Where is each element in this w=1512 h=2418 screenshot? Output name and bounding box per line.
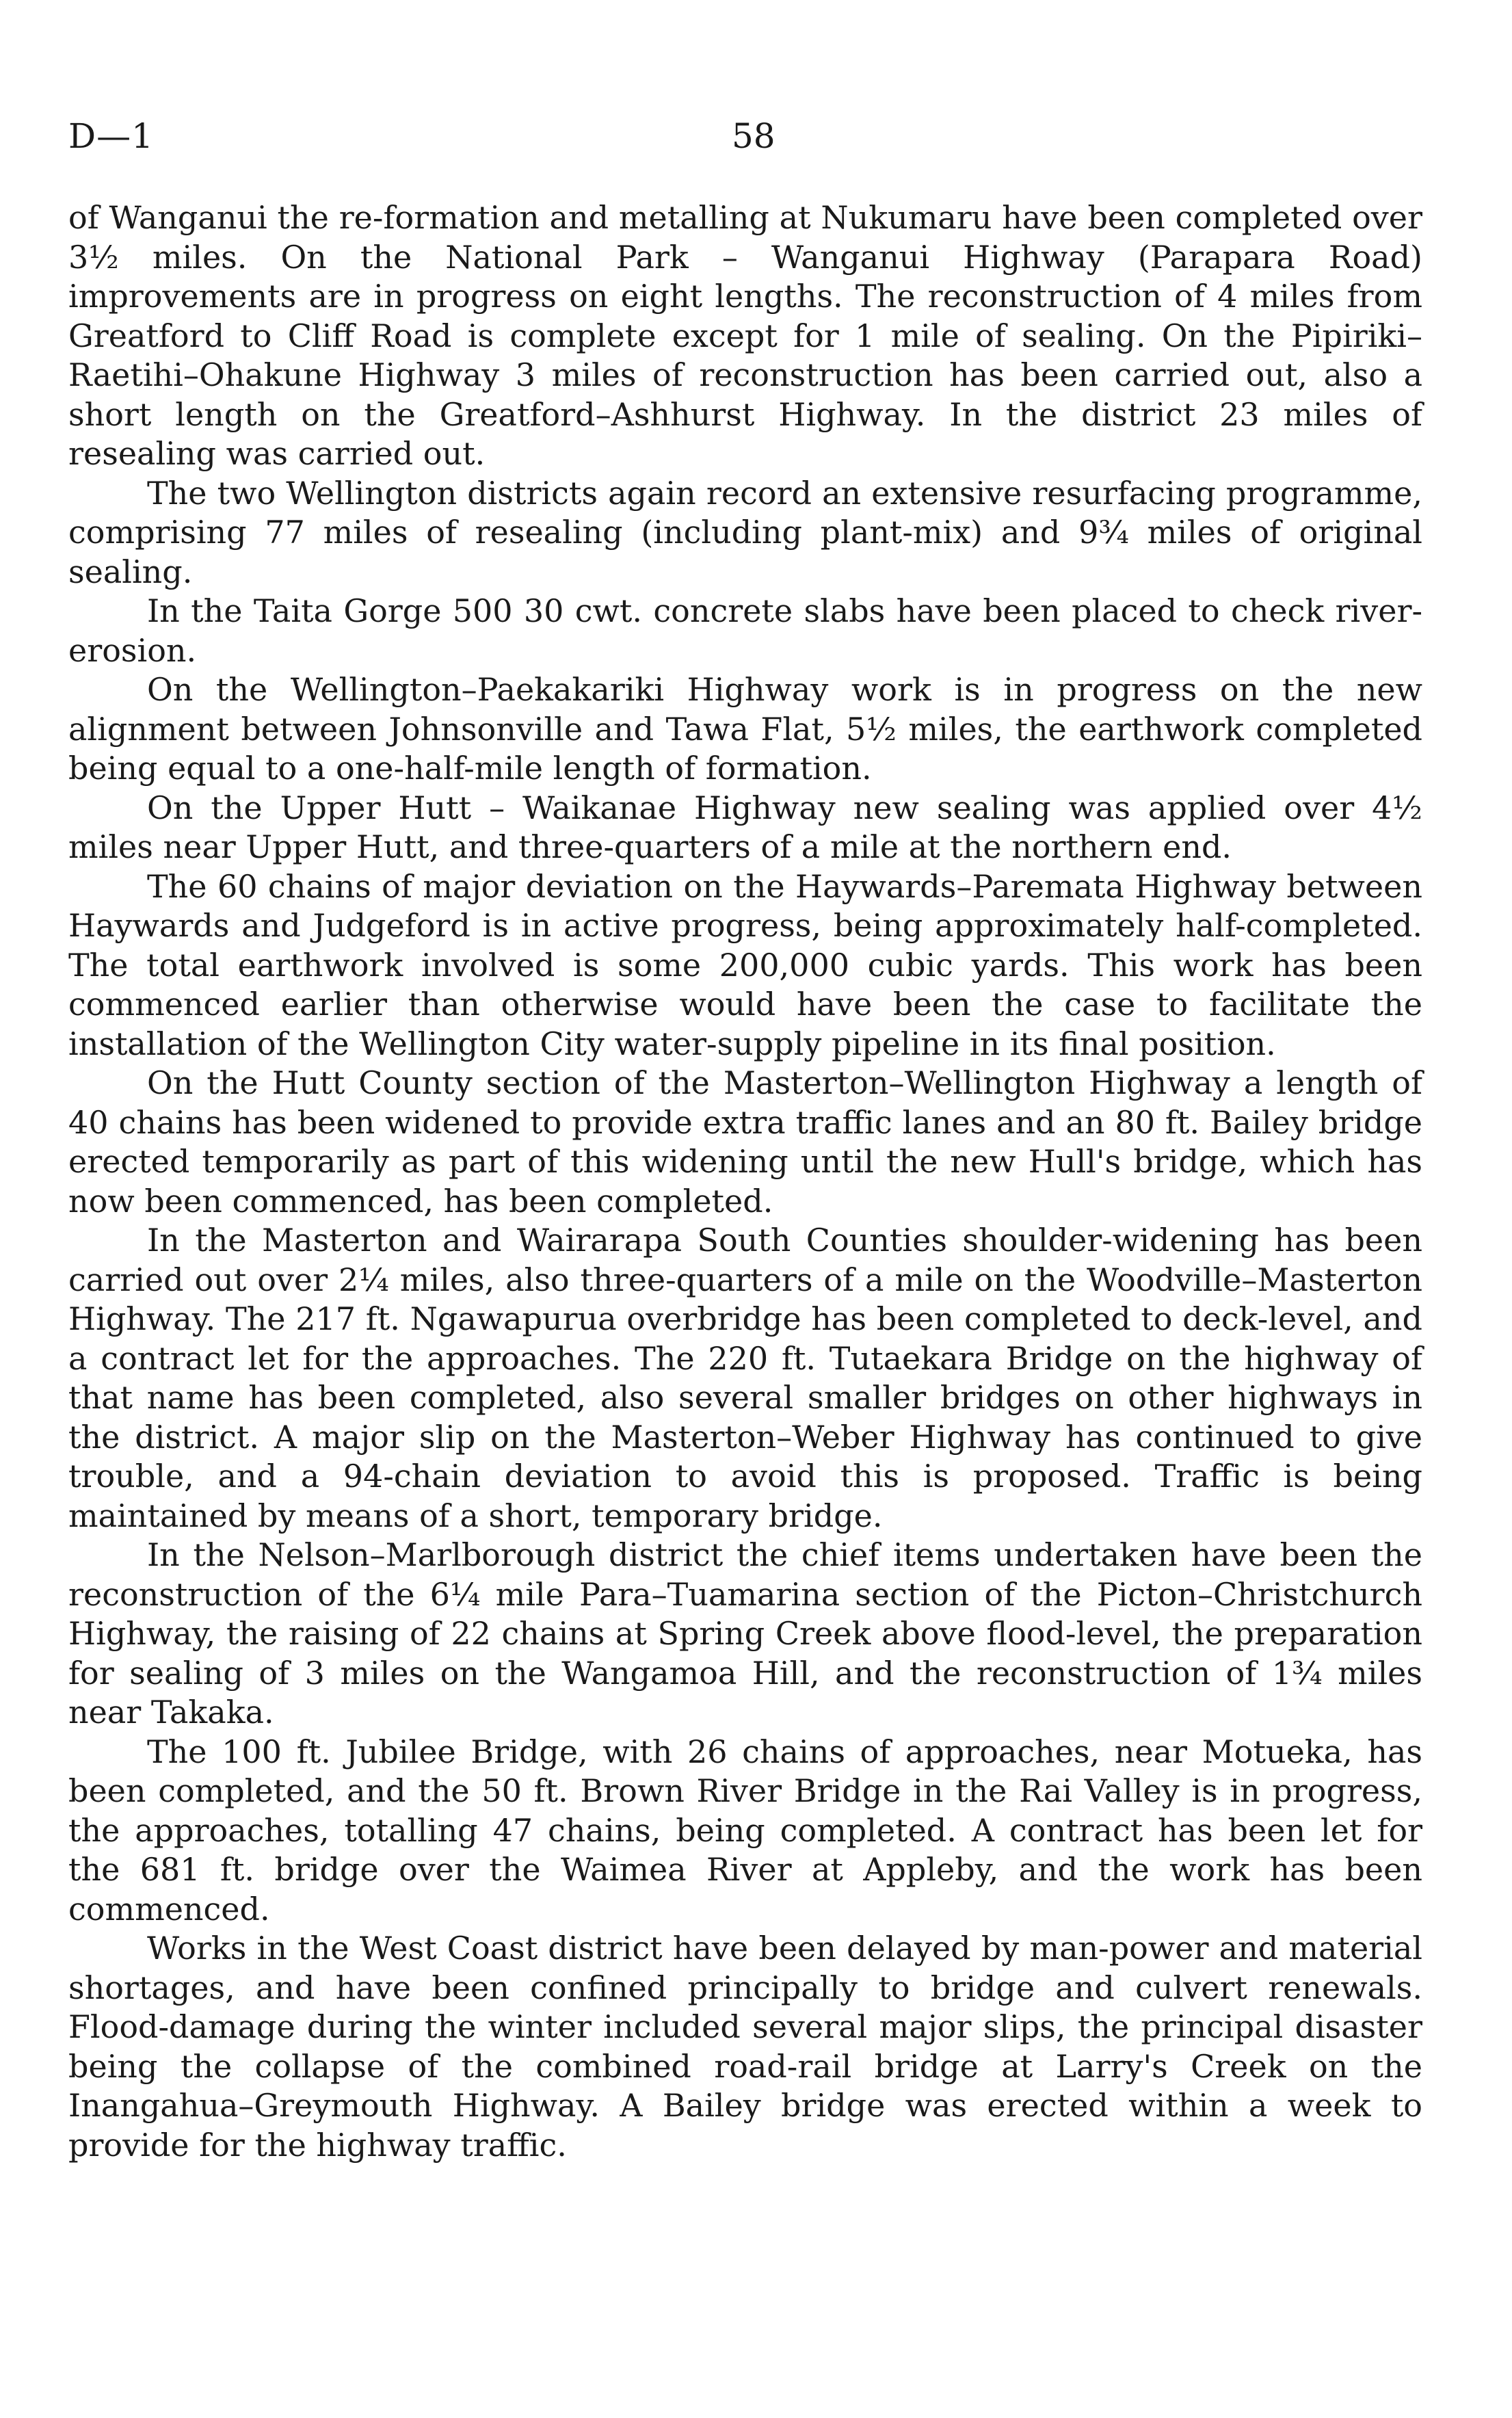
paragraph: of Wanganui the re-formation and metalling at Nukumaru have been completed over 3½ miles. On the National Park – Wanganui Highway (Parapara Road) improvements are in progress on eight lengths. The reconstruction of 4 miles from Greatford to Cliff Road is complete except for 1 mile of sealing. On the Pipiriki–Raetihi–Ohakune Highway 3 miles of reconstruction has been carried out, also a short length on the Greatford–Ashhurst Highway. In the district 23 miles of resealing was carried out. xyxy=(68,199,1422,472)
body-text xyxy=(68,198,1422,2165)
paragraph: On the Wellington–Paekakariki Highway work is in progress on the new alignment between Johnsonville and Tawa Flat, 5½ miles, the earthwork completed being equal to a one-half-mile length of formation. xyxy=(68,671,1422,787)
paragraph: The 100 ft. Jubilee Bridge, with 26 chains of approaches, near Motueka, has been completed, and the 50 ft. Brown River Bridge in the Rai Valley is in progress, the approaches, totalling 47 chains, being completed. A contract has been let for the 681 ft. bridge over the Waimea River at Appleby, and the work has been commenced. xyxy=(68,1733,1422,1928)
paragraph: In the Masterton and Wairarapa South Counties shoulder-widening has been carried out over 2¼ miles, also three-quarters of a mile on the Woodville–Masterton Highway. The 217 ft. Ngawapurua overbridge has been completed to deck-level, and a contract let for the approaches. The 220 ft. Tutaekara Bridge on the highway of that name has been completed, also several smaller bridges on other highways in the district. A major slip on the Masterton–Weber Highway has continued to give trouble, and a 94-chain deviation to avoid this is proposed. Traffic is being maintained by means of a short, temporary bridge. xyxy=(68,1222,1422,1534)
paragraph: In the Nelson–Marlborough district the chief items undertaken have been the reconstruction of the 6¼ mile Para–Tuamarina section of the Picton–Christchurch Highway, the raising of 22 chains at Spring Creek above flood-level, the preparation for sealing of 3 miles on the Wangamoa Hill, and the reconstruction of 1¾ miles near Takaka. xyxy=(68,1536,1422,1731)
page-header xyxy=(68,116,1422,171)
paragraph: Works in the West Coast district have been delayed by man-power and material shortages, and have been confined principally to bridge and culvert renewals. Flood-damage during the winter included several major slips, the principal disaster being the collapse of the combined road-rail bridge at Larry's Creek on the Inangahua–Greymouth Highway. A Bailey bridge was erected within a week to provide for the highway traffic. xyxy=(68,1930,1422,2164)
document-code: D—1 xyxy=(68,116,154,156)
paragraph: On the Hutt County section of the Masterton–Wellington Highway a length of 40 chains has been widened to provide extra traffic lanes and an 80 ft. Bailey bridge erected temporarily as part of this widening until the new Hull's bridge, which has now been commenced, has been completed. xyxy=(68,1064,1422,1220)
paragraph: The two Wellington districts again record an extensive resurfacing programme, comprising 77 miles of resealing (including plant-mix) and 9¾ miles of original sealing. xyxy=(68,474,1422,590)
paragraph: On the Upper Hutt – Waikanae Highway new sealing was applied over 4½ miles near Upper Hutt, and three-quarters of a mile at the northern end. xyxy=(68,789,1422,865)
paragraph: In the Taita Gorge 500 30 cwt. concrete slabs have been placed to check river-erosion. xyxy=(68,592,1422,669)
page-number: 58 xyxy=(732,116,775,156)
paragraph: The 60 chains of major deviation on the Haywards–Paremata Highway between Haywards and Judgeford is in active progress, being approximately half-completed. The total earthwork involved is some 200,000 cubic yards. This work has been commenced earlier than otherwise would have been the case to facilitate the installation of the Wellington City water-supply pipeline in its final position. xyxy=(68,867,1422,1062)
